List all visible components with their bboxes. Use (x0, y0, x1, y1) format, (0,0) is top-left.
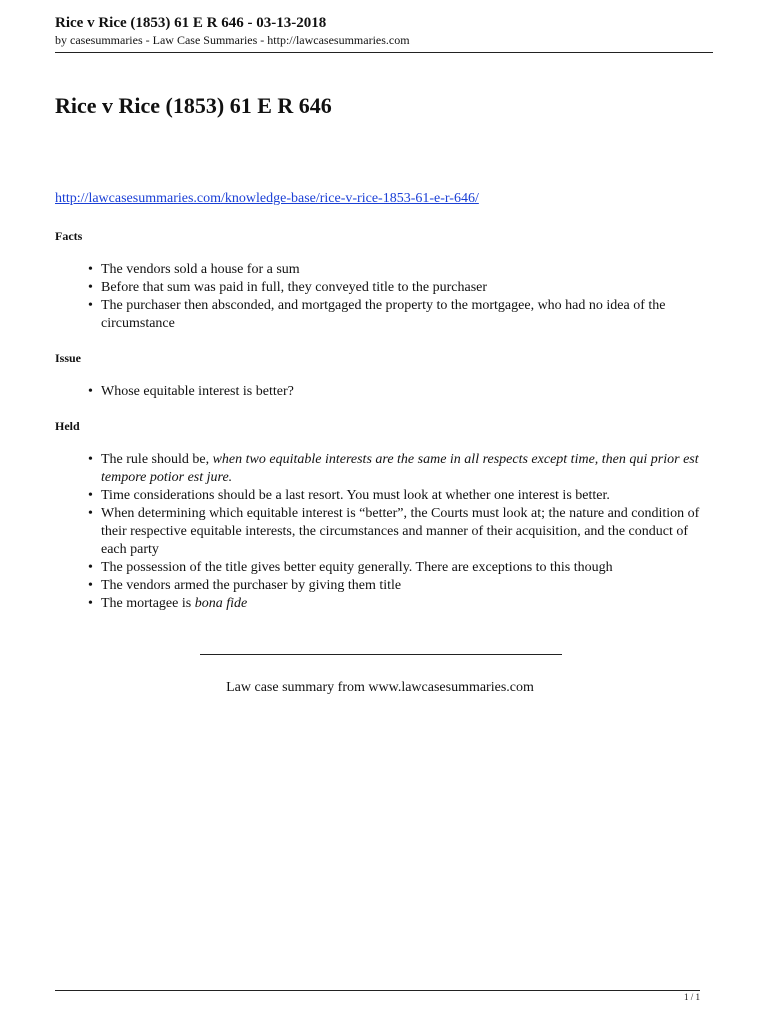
footer-divider (200, 654, 562, 655)
footer-note: Law case summary from www.lawcasesummaries.com (226, 680, 534, 695)
document-body (55, 92, 715, 613)
list-item: • Before that sum was paid in full, they conveyed title to the purchaser (101, 279, 715, 297)
rule-italic: when two equitable interests are the same in all respects except time, then qui prior est tempore potior est jure. (101, 452, 699, 485)
list-item (101, 595, 715, 613)
issue-heading: Issue (55, 351, 82, 365)
held-heading: Held (55, 419, 80, 433)
mortgagee-prefix: The mortagee is (101, 596, 195, 611)
rule-prefix: The rule should be, (101, 452, 213, 467)
list-item: • When determining which equitable interest is “better”, the Courts must look at; the nature and condition of their respective equitable interests, the circumstances and manner of their acquisition, and the conduct of each party (101, 505, 715, 559)
list-item: • The vendors armed the purchaser by giving them title (101, 577, 715, 595)
held-list (55, 451, 715, 613)
list-item: • The possession of the title gives better equity generally. There are exceptions to this though (101, 559, 715, 577)
list-item (101, 451, 715, 487)
facts-list (55, 261, 715, 333)
page-title: Rice v Rice (1853) 61 E R 646 (55, 93, 332, 118)
facts-heading: Facts (55, 229, 83, 243)
list-item: • The purchaser then absconded, and mortgaged the property to the mortgagee, who had no idea of the circumstance (101, 297, 715, 333)
bottom-rule (55, 990, 700, 991)
mortgagee-italic: bona fide (194, 596, 248, 611)
header-byline: by casesummaries - Law Case Summaries - http://lawcasesummaries.com (55, 33, 410, 47)
header-rule (55, 52, 713, 53)
page-header (55, 14, 713, 48)
source-link[interactable]: http://lawcasesummaries.com/knowledge-base/rice-v-rice-1853-61-e-r-646/ (55, 191, 479, 206)
list-item: • Time considerations should be a last resort. You must look at whether one interest is better. (101, 487, 715, 505)
header-title: Rice v Rice (1853) 61 E R 646 - 03-13-2018 (55, 15, 327, 31)
list-item: • Whose equitable interest is better? (101, 383, 715, 401)
page-number: 1 / 1 (683, 992, 700, 1002)
list-item: • The vendors sold a house for a sum (101, 261, 715, 279)
issue-list (55, 383, 715, 401)
